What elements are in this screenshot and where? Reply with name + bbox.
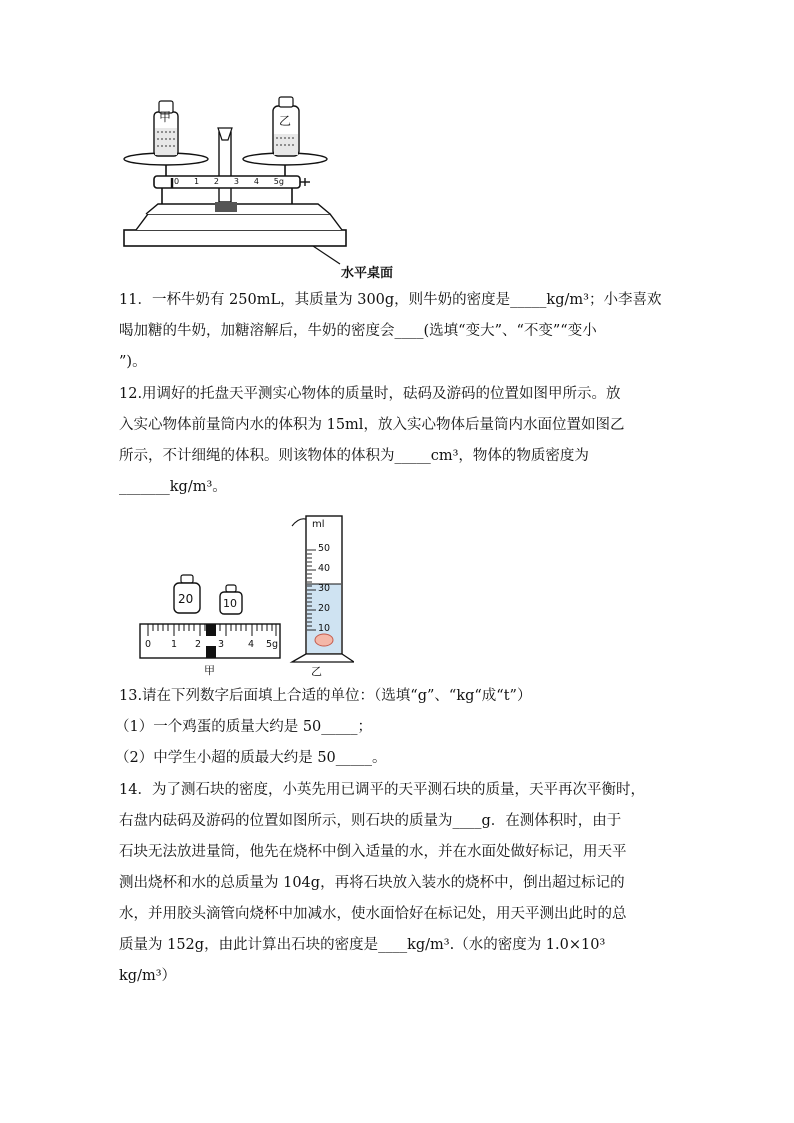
q12-line: 所示，不计细绳的体积。则该物体的体积为_____cm³，物体的物质密度为: [119, 448, 589, 464]
beam-tick: 4: [253, 177, 259, 186]
cylinder-tick-label: 10: [318, 623, 331, 634]
q12-line: 入实心物体前量筒内水的体积为 15ml，放入实心物体后量筒内水面位置如图乙: [119, 417, 625, 433]
ruler-tick: 1: [171, 639, 178, 650]
cylinder-tick-label: 20: [318, 603, 331, 614]
question-14: [119, 775, 679, 992]
bottle-jia-label: 甲: [159, 110, 172, 124]
q14-line: 质量为 152g，由此计算出石块的密度是____kg/m³.（水的密度为 1.0×10³: [119, 937, 606, 953]
ruler-tick: 4: [248, 639, 255, 650]
q14-line: 水，并用胶头滴管向烧杯中加减水，使水面恰好在标记处，用天平测出此时的总: [119, 906, 627, 922]
ruler-tick: 3: [218, 639, 225, 650]
q14-line: 测出烧杯和水的总质量为 104g，再将石块放入装水的烧杯中，倒出超过标记的: [119, 875, 625, 891]
q14-line: 14．为了测石块的密度，小英先用已调平的天平测石块的质量，天平再次平衡时，: [119, 782, 645, 798]
figure-yi-label: 乙: [311, 665, 322, 678]
q14-line: 石块无法放进量筒，他先在烧杯中倒入适量的水，并在水面处做好标记，用天平: [119, 844, 627, 860]
q13-line: （1）一个鸡蛋的质量大约是 50_____；: [115, 719, 373, 735]
beam-tick: 3: [233, 177, 239, 186]
ruler-tick: 0: [145, 639, 152, 650]
question-12: [119, 379, 679, 503]
q12-line: _______kg/m³。: [119, 479, 227, 495]
cylinder-tick-label: 40: [318, 563, 331, 574]
q11-line: ”)。: [119, 354, 147, 370]
weight-20-label: 20: [178, 592, 194, 606]
q14-line: 右盘内砝码及游码的位置如图所示，则石块的质量为____g．在测体积时，由于: [119, 813, 622, 829]
ruler-tick: 2: [195, 639, 202, 650]
bottle-yi-label: 乙: [279, 114, 292, 128]
figure-jia-label: 甲: [204, 664, 215, 677]
question-11: [119, 285, 679, 378]
q11-line: 喝加糖的牛奶，加糖溶解后，牛奶的密度会____(选填“变大”、“不变”“变小: [119, 323, 597, 339]
question-13: [115, 681, 679, 774]
q14-line: kg/m³）: [119, 968, 177, 984]
table-caption: 水平桌面: [341, 266, 394, 281]
beam-tick: 1: [193, 177, 200, 186]
cylinder-tick-label: 50: [318, 543, 331, 554]
beam-tick: 2: [213, 177, 219, 186]
cylinder-tick-label: 30: [318, 583, 331, 594]
weights-labels: [138, 570, 284, 680]
q13-line: 13.请在下列数字后面填上合适的单位：（选填“g”、“kg“成“t”）: [119, 688, 532, 704]
weight-10-label: 10: [223, 597, 237, 610]
balance-labels: [118, 92, 358, 282]
q11-line: 11．一杯牛奶有 250mL，其质量为 300g，则牛奶的密度是_____kg/m³；小李喜欢: [119, 292, 662, 308]
beam-tick: 5g: [273, 177, 284, 186]
beam-scale: [174, 176, 284, 188]
cylinder-unit: ml: [312, 519, 325, 530]
beam-tick: 0: [174, 177, 180, 186]
q13-line: （2）中学生小超的质最大约是 50_____。: [115, 750, 387, 766]
q12-line: 12.用调好的托盘天平测实心物体的质量时，砝码及游码的位置如图甲所示。放: [119, 386, 621, 402]
ruler-tick: 5g: [266, 639, 279, 650]
cylinder-labels: [288, 512, 354, 680]
